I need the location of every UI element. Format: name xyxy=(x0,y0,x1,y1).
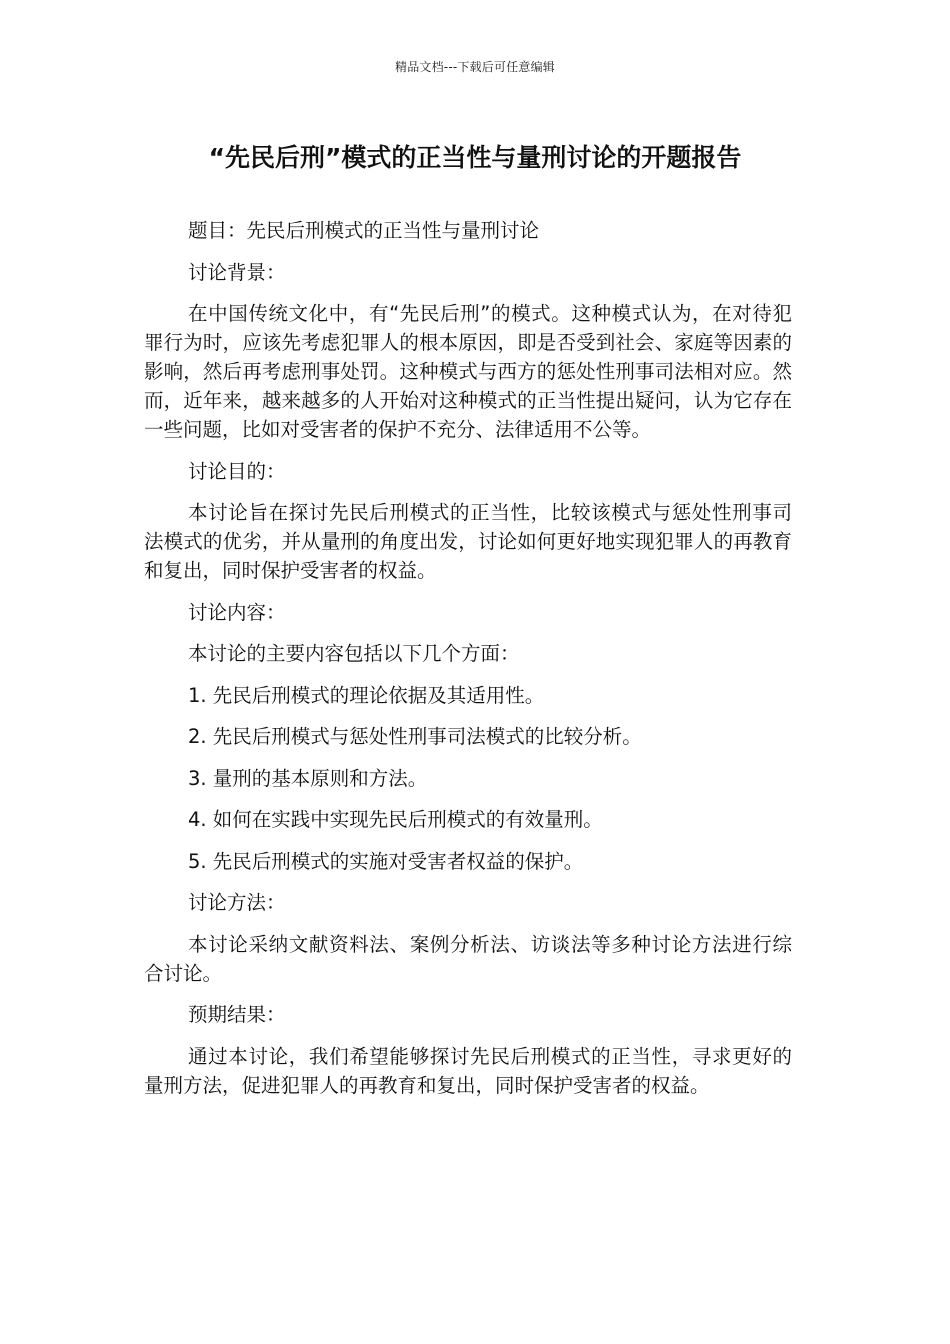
expected-results-paragraph: 通过本讨论，我们希望能够探讨先民后刑模式的正当性，寻求更好的量刑方法，促进犯罪人的再教育和复出，同时保护受害者的权益。 xyxy=(144,1044,792,1097)
section-heading-expected-results: 预期结果： xyxy=(188,1003,286,1026)
content-list-item: 5. 先民后刑模式的实施对受害者权益的保护。 xyxy=(188,849,584,873)
document-body xyxy=(144,216,792,1112)
method-paragraph: 本讨论采纳文献资料法、案例分析法、访谈法等多种讨论方法进行综合讨论。 xyxy=(144,932,792,985)
document-title: “先民后刑”模式的正当性与量刑讨论的开题报告 xyxy=(208,143,742,172)
content-list-item: 4. 如何在实践中实现先民后刑模式的有效量刑。 xyxy=(188,808,603,831)
topic-line: 题目：先民后刑模式的正当性与量刑讨论 xyxy=(188,219,540,242)
content-list-item: 3. 量刑的基本原则和方法。 xyxy=(188,766,428,790)
content-list-item: 2. 先民后刑模式与惩处性刑事司法模式的比较分析。 xyxy=(188,725,642,748)
section-heading-background: 讨论背景： xyxy=(188,260,286,284)
section-heading-method: 讨论方法： xyxy=(188,891,286,914)
section-heading-purpose: 讨论目的： xyxy=(188,459,286,483)
content-intro: 本讨论的主要内容包括以下几个方面： xyxy=(188,642,520,665)
section-heading-content: 讨论内容： xyxy=(188,600,286,624)
content-list-item: 1. 先民后刑模式的理论依据及其适用性。 xyxy=(188,683,545,707)
header-note: 精品文档---下载后可任意编辑 xyxy=(395,60,555,74)
background-paragraph: 在中国传统文化中，有“先民后刑”的模式。这种模式认为，在对待犯罪行为时，应该先考虑犯罪人的根本原因，即是否受到社会、家庭等因素的影响，然后再考虑刑事处罚。这种模式与西方的惩处性刑事司法相对应。然而，近年来，越来越多的人开始对这种模式的正当性提出疑问，认为它存在一些问题，比如对受害者的保护不充分、法律适用不公等。 xyxy=(144,302,792,441)
purpose-paragraph: 本讨论旨在探讨先民后刑模式的正当性，比较该模式与惩处性刑事司法模式的优劣，并从量刑的角度出发，讨论如何更好地实现犯罪人的再教育和复出，同时保护受害者的权益。 xyxy=(144,501,792,582)
